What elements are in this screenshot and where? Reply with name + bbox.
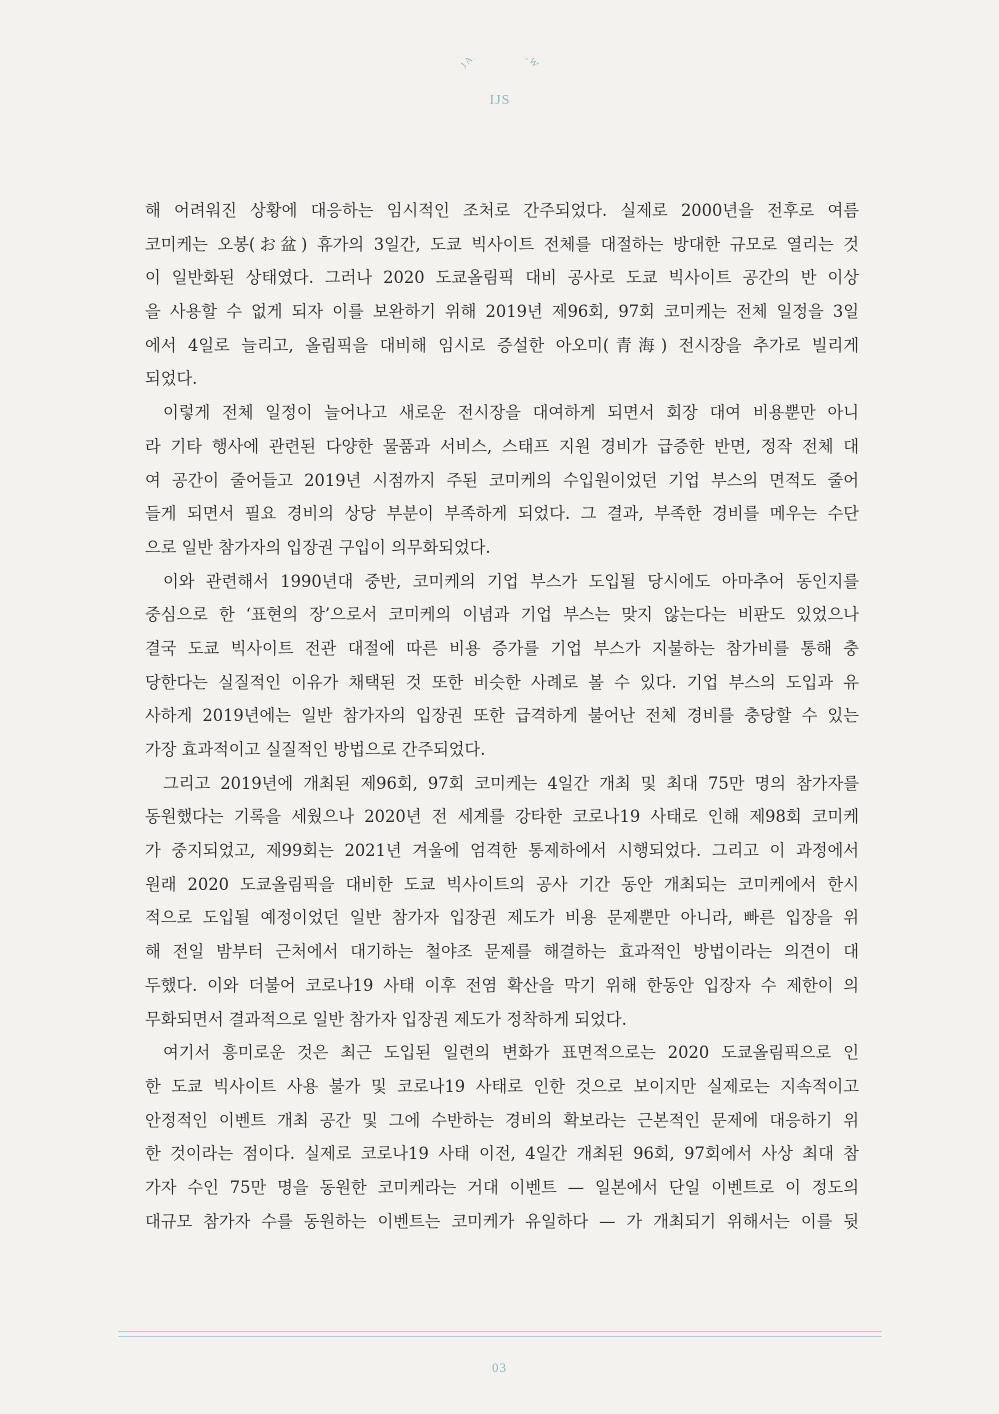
text-line: 을 사용할 수 없게 되자 이를 보완하기 위해 2019년 제96회, 97회 코미케는 전체 일정을 3일	[145, 302, 859, 322]
logo-mark-text: IJS	[489, 93, 511, 108]
paragraph	[145, 1036, 859, 1238]
paragraph	[145, 767, 859, 1037]
logo-arc-text: JA W	[459, 58, 541, 71]
paragraph	[145, 396, 859, 564]
text-line: 적으로 도입될 예정이었던 일반 참가자 입장권 제도가 비용 문제뿐만 아니라, 빠른 입장을 위	[145, 908, 859, 928]
text-line: 이렇게 전체 일정이 늘어나고 새로운 전시장을 대여하게 되면서 회장 대여 비용뿐만 아니	[163, 403, 859, 423]
text-line: 대규모 참가자 수를 동원하는 이벤트는 코미케가 유일하다 — 가 개최되기 위해서는 이를 뒷	[145, 1211, 859, 1231]
journal-logo-mark	[440, 58, 560, 118]
body-text	[145, 194, 859, 1238]
text-line: 원래 2020 도쿄올림픽을 대비한 도쿄 빅사이트의 공사 기간 동안 개최되는 코미케에서 한시	[145, 874, 859, 894]
text-line: 해 전일 밤부터 근처에서 대기하는 철야조 문제를 해결하는 효과적인 방법이라는 의견이 대	[145, 942, 859, 962]
text-line: 두했다. 이와 더불어 코로나19 사태 이후 전염 확산을 막기 위해 한동안 입장자 수 제한이 의	[145, 975, 859, 995]
text-line: 한 도쿄 빅사이트 사용 불가 및 코로나19 사태로 인한 것으로 보이지만 실제로는 지속적이고	[145, 1076, 859, 1096]
text-line: 코미케는 오봉(お盆) 휴가의 3일간, 도쿄 빅사이트 전체를 대절하는 방대한 규모로 열리는 것	[145, 234, 859, 254]
text-line: 가자 수인 75만 명을 동원한 코미케라는 거대 이벤트 — 일본에서 단일 이벤트로 이 정도의	[145, 1177, 859, 1197]
page-number: 03	[492, 1360, 507, 1375]
paragraph	[145, 194, 859, 396]
text-line: 가 중지되었고, 제99회는 2021년 겨울에 엄격한 통제하에서 시행되었다. 그리고 이 과정에서	[145, 841, 859, 861]
text-line: 들게 되면서 필요 경비의 상당 부분이 부족하게 되었다. 그 결과, 부족한 경비를 메우는 수단	[145, 504, 859, 524]
text-line: 중심으로 한 ‘표현의 장’으로서 코미케의 이념과 기업 부스는 맞지 않는다는 비판도 있었으나	[145, 605, 859, 625]
text-line: 여 공간이 줄어들고 2019년 시점까지 주된 코미케의 수입원이었던 기업 부스의 면적도 줄어	[145, 470, 859, 490]
paragraph	[145, 565, 859, 767]
text-line: 으로 일반 참가자의 입장권 구입이 의무화되었다.	[145, 537, 491, 557]
text-line: 가장 효과적이고 실질적인 방법으로 간주되었다.	[145, 740, 486, 759]
text-line: 되었다.	[145, 369, 198, 389]
text-line: 한 것이라는 점이다. 실제로 코로나19 사태 이전, 4일간 개최된 96회, 97회에서 사상 최대 참	[145, 1144, 859, 1164]
text-line: 이와 관련해서 1990년대 중반, 코미케의 기업 부스가 도입될 당시에도 아마추어 동인지를	[163, 571, 859, 591]
journal-logo	[440, 58, 560, 118]
text-line: 에서 4일로 늘리고, 올림픽을 대비해 임시로 증설한 아오미(青海) 전시장을 추가로 빌리게	[145, 335, 859, 355]
footer-rule-bottom	[118, 1336, 882, 1337]
text-line: 해 어려워진 상황에 대응하는 임시적인 조처로 간주되었다. 실제로 2000년을 전후로 여름	[145, 201, 859, 220]
footer-rule-top	[118, 1331, 882, 1332]
text-line: 무화되면서 결과적으로 일반 참가자 입장권 제도가 정착하게 되었다.	[145, 1009, 627, 1029]
text-line: 여기서 흥미로운 것은 최근 도입된 일련의 변화가 표면적으로는 2020 도쿄올림픽으로 인	[163, 1043, 859, 1063]
text-line: 안정적인 이벤트 개최 공간 및 그에 수반하는 경비의 확보라는 근본적인 문제에 대응하기 위	[145, 1110, 859, 1130]
text-line: 라 기타 행사에 관련된 다양한 물품과 서비스, 스태프 지원 경비가 급증한 반면, 정작 전체 대	[145, 436, 859, 456]
text-line: 당한다는 실질적인 이유가 채택된 것 또한 비슷한 사례로 볼 수 있다. 기업 부스의 도입과 유	[145, 672, 859, 692]
text-line: 동원했다는 기록을 세웠으나 2020년 전 세계를 강타한 코로나19 사태로 인해 제98회 코미케	[145, 807, 859, 827]
text-line: 그리고 2019년에 개최된 제96회, 97회 코미케는 4일간 개최 및 최대 75만 명의 참가자를	[163, 773, 859, 793]
text-line: 이 일반화된 상태였다. 그러나 2020 도쿄올림픽 대비 공사로 도쿄 빅사이트 공간의 반 이상	[145, 268, 859, 288]
text-line: 결국 도쿄 빅사이트 전관 대절에 따른 비용 증가를 기업 부스가 지불하는 참가비를 통해 충	[145, 638, 859, 658]
text-line: 사하게 2019년에는 일반 참가자의 입장권 또한 급격하게 불어난 전체 경비를 충당할 수 있는	[145, 706, 859, 726]
